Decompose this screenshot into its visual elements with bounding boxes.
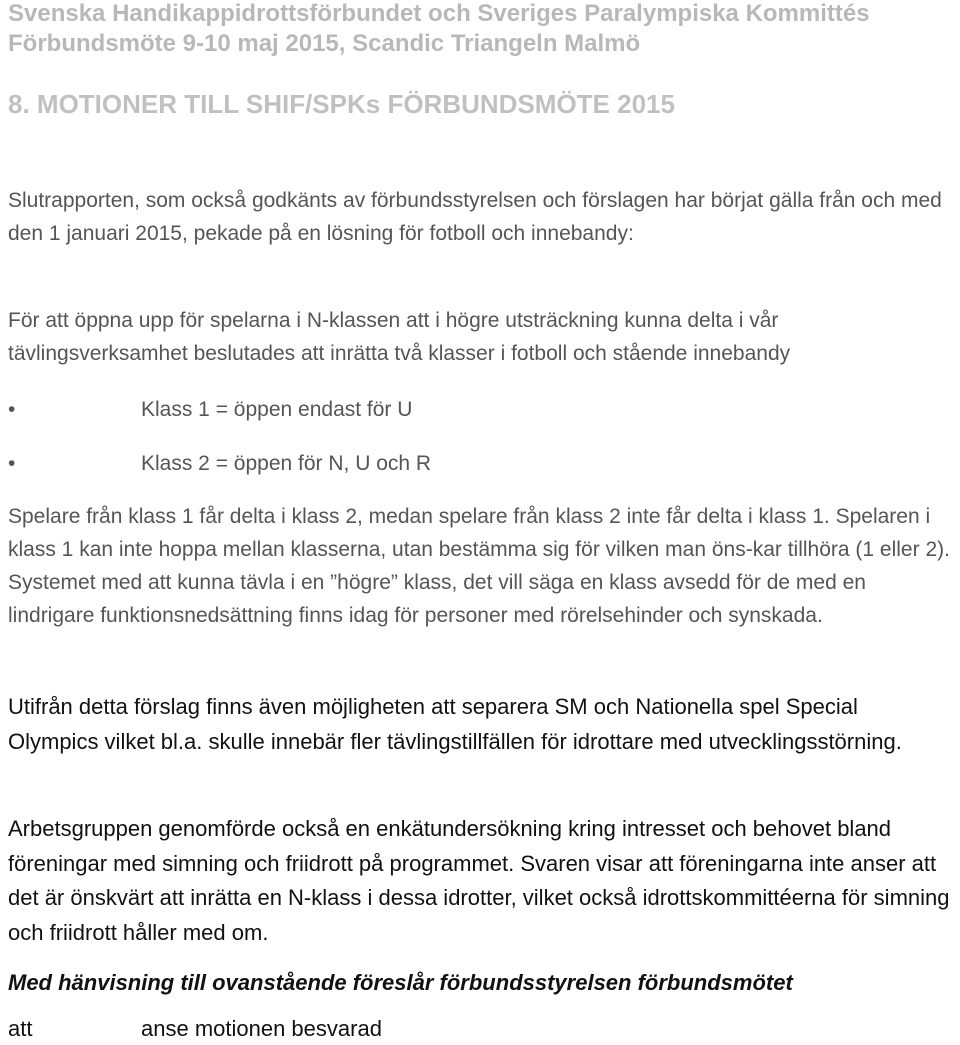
paragraph-final-report: Slutrapporten, som också godkänts av förbundsstyrelsen och förslagen har börjat gälla från och med den 1 januari 2015, pekade på en lösning för fotboll och innebandy: (8, 189, 942, 245)
bullet-text: Klass 1 = öppen endast för U (141, 398, 413, 421)
decision-line (8, 1014, 508, 1044)
bullet-item-class-2 (8, 449, 508, 479)
header-organization: Svenska Handikappidrottsförbundet och Sveriges Paralympiska Kommittés (8, 0, 870, 27)
section-title: 8. MOTIONER TILL SHIF/SPKs FÖRBUNDSMÖTE 2015 (8, 89, 675, 119)
paragraph-special-olympics: Utifrån detta förslag finns även möjligheten att separera SM och Nationella spel Special Olympics vilket bl.a. skulle innebär fler tävlingstillfällen för idrottare med utvecklingsstörning. (8, 694, 902, 754)
header-meeting: Förbundsmöte 9-10 maj 2015, Scandic Triangeln Malmö (8, 30, 641, 57)
paragraph-survey: Arbetsgruppen genomförde också en enkätundersökning kring intresset och behovet bland föreningar med simning och friidrott på programmet. Svaren visar att föreningarna inte anser att det är önskvärt att inrätta en N-klass i dessa idrotter, vilket också idrottskommittéerna för simning och friidrott håller med om. (8, 816, 950, 945)
conclusion-statement: Med hänvisning till ovanstående föreslår förbundsstyrelsen förbundsmötet (8, 970, 793, 995)
bullet-item-class-1 (8, 395, 508, 425)
bullet-text: Klass 2 = öppen för N, U och R (141, 452, 432, 475)
paragraph-n-class: För att öppna upp för spelarna i N-klassen att i högre utsträckning kunna delta i vår tävlingsverksamhet beslutades att inrätta två klasser i fotboll och stående innebandy (8, 309, 791, 365)
decision-text: anse motionen besvarad (141, 1016, 382, 1041)
bullet-icon: • (8, 452, 16, 475)
decision-att: att (8, 1016, 33, 1041)
paragraph-class-rules: Spelare från klass 1 får delta i klass 2, medan spelare från klass 2 inte får delta i klass 1. Spelaren i klass 1 kan inte hoppa mellan klasserna, utan bestämma sig för vilken man öns-kar tillhöra (1 eller 2). Systemet med att kunna tävla i en ”högre” klass, det vill säga en klass avsedd för de med en lindrigare funktionsnedsättning finns idag för personer med rörelsehinder och synskada. (8, 505, 950, 627)
bullet-icon: • (8, 398, 16, 421)
